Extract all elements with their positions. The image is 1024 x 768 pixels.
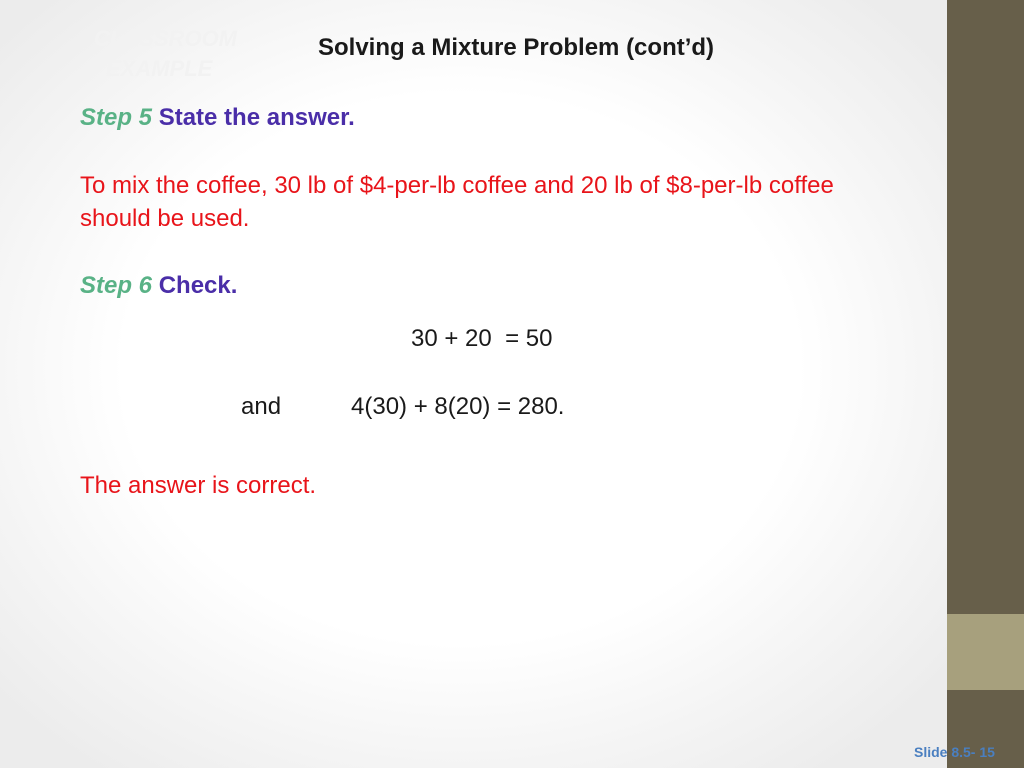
check-sum-equation: 30 + 20 = 50 bbox=[411, 325, 553, 352]
step-6-number: Step 6 bbox=[80, 272, 153, 299]
slide-number: Slide 8.5- 15 bbox=[914, 744, 995, 760]
classroom-example-badge bbox=[94, 24, 237, 84]
badge-line-2: EXAMPLE bbox=[106, 56, 213, 81]
conclusion-text: The answer is correct. bbox=[80, 472, 317, 499]
step-5-number: Step 5 bbox=[80, 104, 153, 131]
check-and-label: and bbox=[241, 393, 282, 420]
check-cost-equation: 4(30) + 8(20) = 280. bbox=[351, 393, 565, 420]
step-5-heading bbox=[80, 104, 355, 132]
slide-title: Solving a Mixture Problem (cont’d) bbox=[318, 34, 715, 61]
step-5-text: State the answer. bbox=[158, 104, 355, 131]
step-6-text: Check. bbox=[158, 272, 238, 299]
step-6-heading bbox=[80, 272, 237, 300]
decorative-sidebar bbox=[947, 0, 1024, 768]
sidebar-accent-block bbox=[947, 614, 1024, 690]
badge-line-1: CLASSROOM bbox=[94, 26, 237, 51]
answer-statement: To mix the coffee, 30 lb of $4-per-lb coffee and 20 lb of $8-per-lb coffee should be used. bbox=[80, 172, 834, 232]
